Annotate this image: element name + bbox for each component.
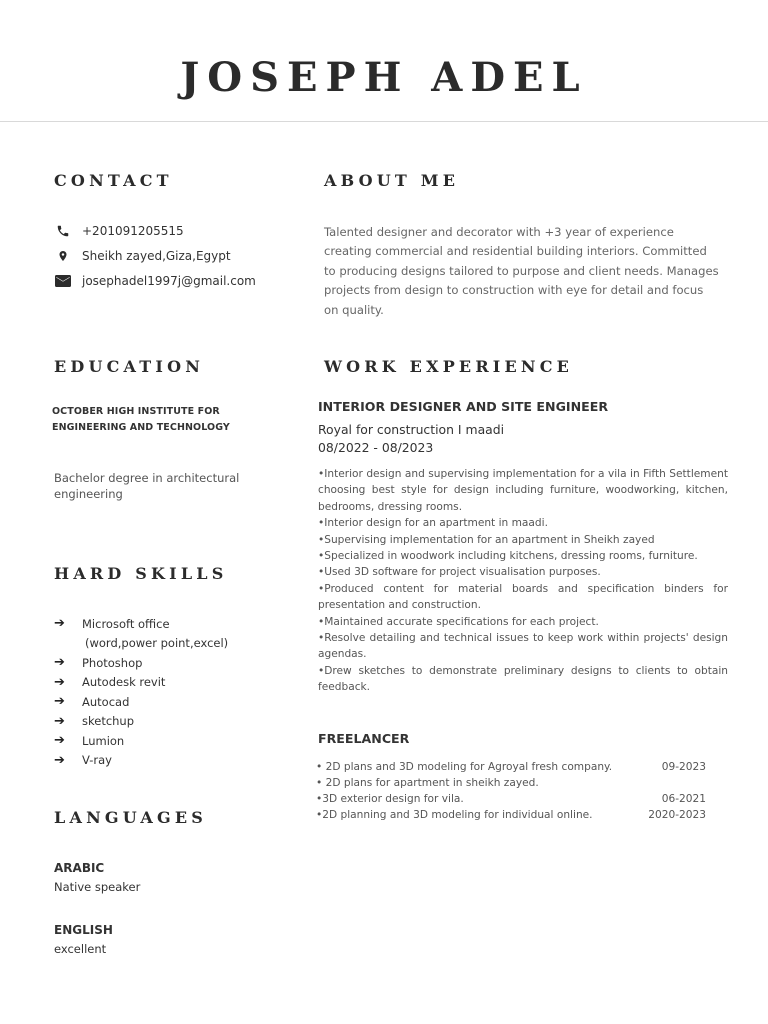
arrow-right-icon: ➔ [54,752,65,768]
phone-icon [54,224,72,238]
job-duty-item: •Supervising implementation for an apartment in Sheikh zayed [318,533,655,546]
language-level-arabic: Native speaker [54,880,141,894]
freelancer-item-text: •2D planning and 3D modeling for individual online. [316,809,593,821]
education-institution-line1: OCTOBER HIGH INSTITUTE FOR [52,406,220,417]
arrow-right-icon: ➔ [54,694,65,710]
job-duty-item: •Interior design and supervising implementation for a vila in Fifth Settlement choosing best style for design including furniture, woodworking, kitchen, bedrooms, dressing rooms. [318,468,728,513]
work-experience-heading: WORK EXPERIENCE [324,357,574,376]
arrow-right-icon: ➔ [54,674,65,690]
job-dates: 08/2022 - 08/2023 [318,440,434,455]
job-duty-item: •Specialized in woodwork including kitchens, dressing rooms, furniture. [318,550,698,563]
location-pin-icon [54,249,72,263]
freelancer-item-text: •3D exterior design for vila. [316,793,464,805]
freelancer-title: FREELANCER [318,731,410,746]
freelancer-item [316,761,706,773]
education-institution [52,404,230,436]
languages-heading: LANGUAGES [54,808,208,827]
contact-email[interactable]: josephadel1997j@gmail.com [82,274,256,288]
contact-email-row [54,274,256,288]
hard-skills-heading: HARD SKILLS [54,564,228,583]
skill-item: ➔ sketchup [54,713,135,729]
job-duty-item: •Produced content for material boards and specification binders for presentation and construction. [318,582,728,612]
freelancer-item [316,809,706,821]
education-heading: EDUCATION [54,357,205,376]
freelancer-item-text: • 2D plans and 3D modeling for Agroyal fresh company. [316,761,613,773]
arrow-right-icon: ➔ [54,616,65,632]
skill-item: ➔ V-ray [54,752,112,768]
contact-phone-row [54,224,184,238]
arrow-right-icon: ➔ [54,733,65,749]
education-degree [54,470,239,502]
language-name-english: ENGLISH [54,923,113,937]
job-duty-item: •Interior design for an apartment in maadi. [318,517,548,530]
job-duty-item: •Maintained accurate specifications for each project. [318,615,599,628]
about-text: Talented designer and decorator with +3 year of experience creating commercial and residential building interiors. Committed to producing designs tailored to purpose and client needs. Manages projects from design to construction with eye for detail and focus on quality. [324,225,719,317]
job-title: INTERIOR DESIGNER AND SITE ENGINEER [318,399,609,414]
education-degree-line2: engineering [54,487,123,501]
contact-address: Sheikh zayed,Giza,Egypt [82,249,231,263]
about-heading: ABOUT ME [324,171,460,190]
skill-item: ➔ Lumion [54,733,125,749]
job-duties-list [318,466,728,696]
job-company: Royal for construction I maadi [318,422,505,437]
freelancer-item [316,777,706,789]
arrow-right-icon: ➔ [54,713,65,729]
job-duty-item: •Resolve detailing and technical issues to keep work within projects' design agendas. [318,632,728,661]
arrow-right-icon: ➔ [54,655,65,671]
skill-item: ➔ Photoshop [54,655,143,671]
skill-item: ➔ Autocad [54,694,130,710]
education-institution-line2: ENGINEERING AND TECHNOLOGY [52,422,230,433]
language-name-arabic: ARABIC [54,861,105,875]
skill-item-detail: (word,power point,excel) [85,636,229,651]
language-level-english: excellent [54,942,107,956]
skill-item: ➔ Autodesk revit [54,674,166,690]
hard-skills-list [54,614,228,770]
freelancer-item-date: 2020-2023 [648,809,706,821]
job-duty-item: •Used 3D software for project visualisation purposes. [318,566,601,579]
freelancer-item-date: 06-2021 [661,793,706,805]
freelancer-item-date: 09-2023 [661,761,706,773]
header-divider [0,121,768,122]
job-duty-item: •Drew sketches to demonstrate preliminary designs to clients to obtain feedback. [318,664,728,694]
resume-name: JOSEPH ADEL [180,54,588,101]
freelancer-item [316,793,706,805]
contact-address-row [54,249,231,263]
envelope-icon [54,274,72,288]
education-degree-line1: Bachelor degree in architectural [54,471,240,485]
skill-item: ➔ Microsoft office [54,616,170,632]
contact-phone: +201091205515 [82,224,184,238]
contact-heading: CONTACT [54,171,173,190]
freelancer-item-text: • 2D plans for apartment in sheikh zayed. [316,777,539,789]
